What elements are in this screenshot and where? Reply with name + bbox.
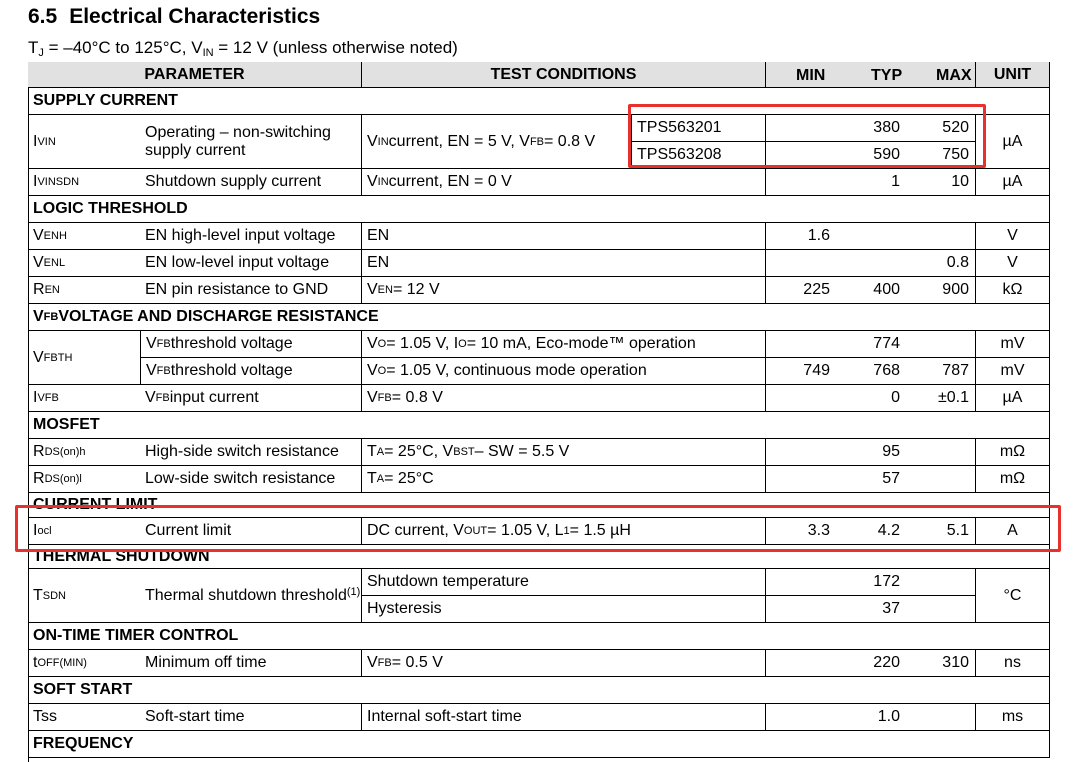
typ-tss: 1.0 — [836, 704, 906, 731]
desc-toff-min: Minimum off time — [140, 650, 362, 677]
header-min: MIN — [796, 67, 826, 84]
typ-ivin-2: 590 — [836, 142, 906, 169]
symbol-tsdn: T SDN — [28, 569, 140, 623]
cond-iocl: DC current, V OUT = 1.05 V, L 1 = 1.5 µH — [362, 518, 766, 545]
part-tps563208: TPS563208 — [632, 142, 766, 169]
unit-vfbth-1: mV — [976, 331, 1050, 358]
unit-rdsonl: mΩ — [976, 466, 1050, 493]
max-ivin-1: 520 — [906, 115, 976, 142]
cond-ivin: V IN current, EN = 5 V, V FB = 0.8 V — [362, 115, 632, 169]
unit-ivinsdn: µA — [976, 169, 1050, 196]
desc-venl: EN low-level input voltage — [140, 250, 362, 277]
typ-rdsonl: 57 — [836, 466, 906, 493]
max-toff-min: 310 — [906, 650, 976, 677]
section-current-limit: CURRENT LIMIT — [28, 493, 1050, 518]
header-parameter: PARAMETER — [28, 62, 362, 88]
section-logic-threshold: LOGIC THRESHOLD — [28, 196, 1050, 223]
header-typ: TYP — [871, 67, 903, 84]
section-soft-start: SOFT START — [28, 677, 1050, 704]
typ-ivin-1: 380 — [836, 115, 906, 142]
min-venh: 1.6 — [766, 223, 836, 250]
cond-vfbth-2: V O = 1.05 V, continuous mode operation — [362, 358, 766, 385]
cond-ivinsdn: V IN current, EN = 0 V — [362, 169, 766, 196]
section-number: 6.5 — [28, 5, 58, 28]
unit-iocl: A — [976, 518, 1050, 545]
typ-ivinsdn: 1 — [836, 169, 906, 196]
min-ren: 225 — [766, 277, 836, 304]
desc-vfbth-1: V FB threshold voltage — [140, 331, 362, 358]
typ-tsdn-1: 172 — [836, 569, 906, 596]
desc-rdsonl: Low-side switch resistance — [140, 466, 362, 493]
symbol-venl: V ENL — [28, 250, 140, 277]
unit-ivin: µA — [976, 115, 1050, 169]
desc-vfbth-2: V FB threshold voltage — [140, 358, 362, 385]
electrical-characteristics-table — [28, 62, 1050, 762]
section-title: Electrical Characteristics — [69, 5, 321, 28]
symbol-ren: R EN — [28, 277, 140, 304]
unit-tsdn: °C — [976, 569, 1050, 623]
cond-ren: V EN = 12 V — [362, 277, 766, 304]
typ-rdsonh: 95 — [836, 439, 906, 466]
symbol-ivin: I VIN — [28, 115, 140, 169]
cond-rdsonh: T A = 25°C, V BST – SW = 5.5 V — [362, 439, 766, 466]
symbol-rdsonl: R DS(on)l — [28, 466, 140, 493]
typ-vfbth-2: 768 — [836, 358, 906, 385]
unit-toff-min: ns — [976, 650, 1050, 677]
max-ivfb: ±0.1 — [906, 385, 976, 412]
desc-venh: EN high-level input voltage — [140, 223, 362, 250]
cond-tsdn-1: Shutdown temperature — [362, 569, 766, 596]
unit-venl: V — [976, 250, 1050, 277]
unit-venh: V — [976, 223, 1050, 250]
section-vfb-voltage: V FB VOLTAGE AND DISCHARGE RESISTANCE — [28, 304, 1050, 331]
min-iocl: 3.3 — [766, 518, 836, 545]
cond-toff-min: V FB = 0.5 V — [362, 650, 766, 677]
symbol-rdsonh: R DS(on)h — [28, 439, 140, 466]
unit-rdsonh: mΩ — [976, 439, 1050, 466]
desc-tss: Soft-start time — [140, 704, 362, 731]
symbol-ivfb: I VFB — [28, 385, 140, 412]
symbol-tss: Tss — [28, 704, 140, 731]
typ-iocl: 4.2 — [836, 518, 906, 545]
table-conditions-note: $T_J = -40^\circ C$ to 125°C, $V_{IN} = 12$ V (unless otherwise noted) — [28, 38, 458, 59]
cond-vfbth-1: V O = 1.05 V, I O = 10 mA, Eco-mode™ operation — [362, 331, 766, 358]
typ-ren: 400 — [836, 277, 906, 304]
desc-ren: EN pin resistance to GND — [140, 277, 362, 304]
part-tps563201: TPS563201 — [632, 115, 766, 142]
typ-vfbth-1: 774 — [836, 331, 906, 358]
header-test-conditions: TEST CONDITIONS — [362, 62, 766, 88]
desc-tsdn: Thermal shutdown threshold$^{(1)}$ — [140, 569, 362, 623]
max-ivinsdn: 10 — [906, 169, 976, 196]
symbol-ivinsdn: I VINSDN — [28, 169, 140, 196]
max-venl: 0.8 — [906, 250, 976, 277]
max-vfbth-2: 787 — [906, 358, 976, 385]
section-supply-current: SUPPLY CURRENT — [28, 88, 1050, 115]
unit-ren: kΩ — [976, 277, 1050, 304]
desc-rdsonh: High-side switch resistance — [140, 439, 362, 466]
max-ren: 900 — [906, 277, 976, 304]
symbol-toff-min: t OFF(MIN) — [28, 650, 140, 677]
section-frequency: FREQUENCY — [28, 731, 1050, 758]
desc-ivinsdn: Shutdown supply current — [140, 169, 362, 196]
typ-toff-min: 220 — [836, 650, 906, 677]
desc-iocl: Current limit — [140, 518, 362, 545]
symbol-iocl: I ocl — [28, 518, 140, 545]
typ-tsdn-2: 37 — [836, 596, 906, 623]
header-unit: UNIT — [976, 62, 1050, 88]
cond-ivfb: V FB = 0.8 V — [362, 385, 766, 412]
section-on-time-timer-control: ON-TIME TIMER CONTROL — [28, 623, 1050, 650]
cond-tss: Internal soft-start time — [362, 704, 766, 731]
symbol-vfbth: V FBTH — [28, 331, 140, 385]
header-max: MAX — [936, 67, 972, 84]
unit-ivfb: µA — [976, 385, 1050, 412]
typ-ivfb: 0 — [836, 385, 906, 412]
cond-venh: EN — [362, 223, 766, 250]
desc-ivin: Operating – non-switching supply current — [140, 115, 362, 169]
max-ivin-2: 750 — [906, 142, 976, 169]
section-mosfet: MOSFET — [28, 412, 1050, 439]
cond-tsdn-2: Hysteresis — [362, 596, 766, 623]
cond-venl: EN — [362, 250, 766, 277]
min-vfbth-2: 749 — [766, 358, 836, 385]
unit-vfbth-2: mV — [976, 358, 1050, 385]
max-iocl: 5.1 — [906, 518, 976, 545]
section-thermal-shutdown: THERMAL SHUTDOWN — [28, 545, 1050, 569]
unit-tss: ms — [976, 704, 1050, 731]
desc-ivfb: V FB input current — [140, 385, 362, 412]
cond-rdsonl: T A = 25°C — [362, 466, 766, 493]
symbol-venh: V ENH — [28, 223, 140, 250]
section-heading — [28, 5, 320, 29]
